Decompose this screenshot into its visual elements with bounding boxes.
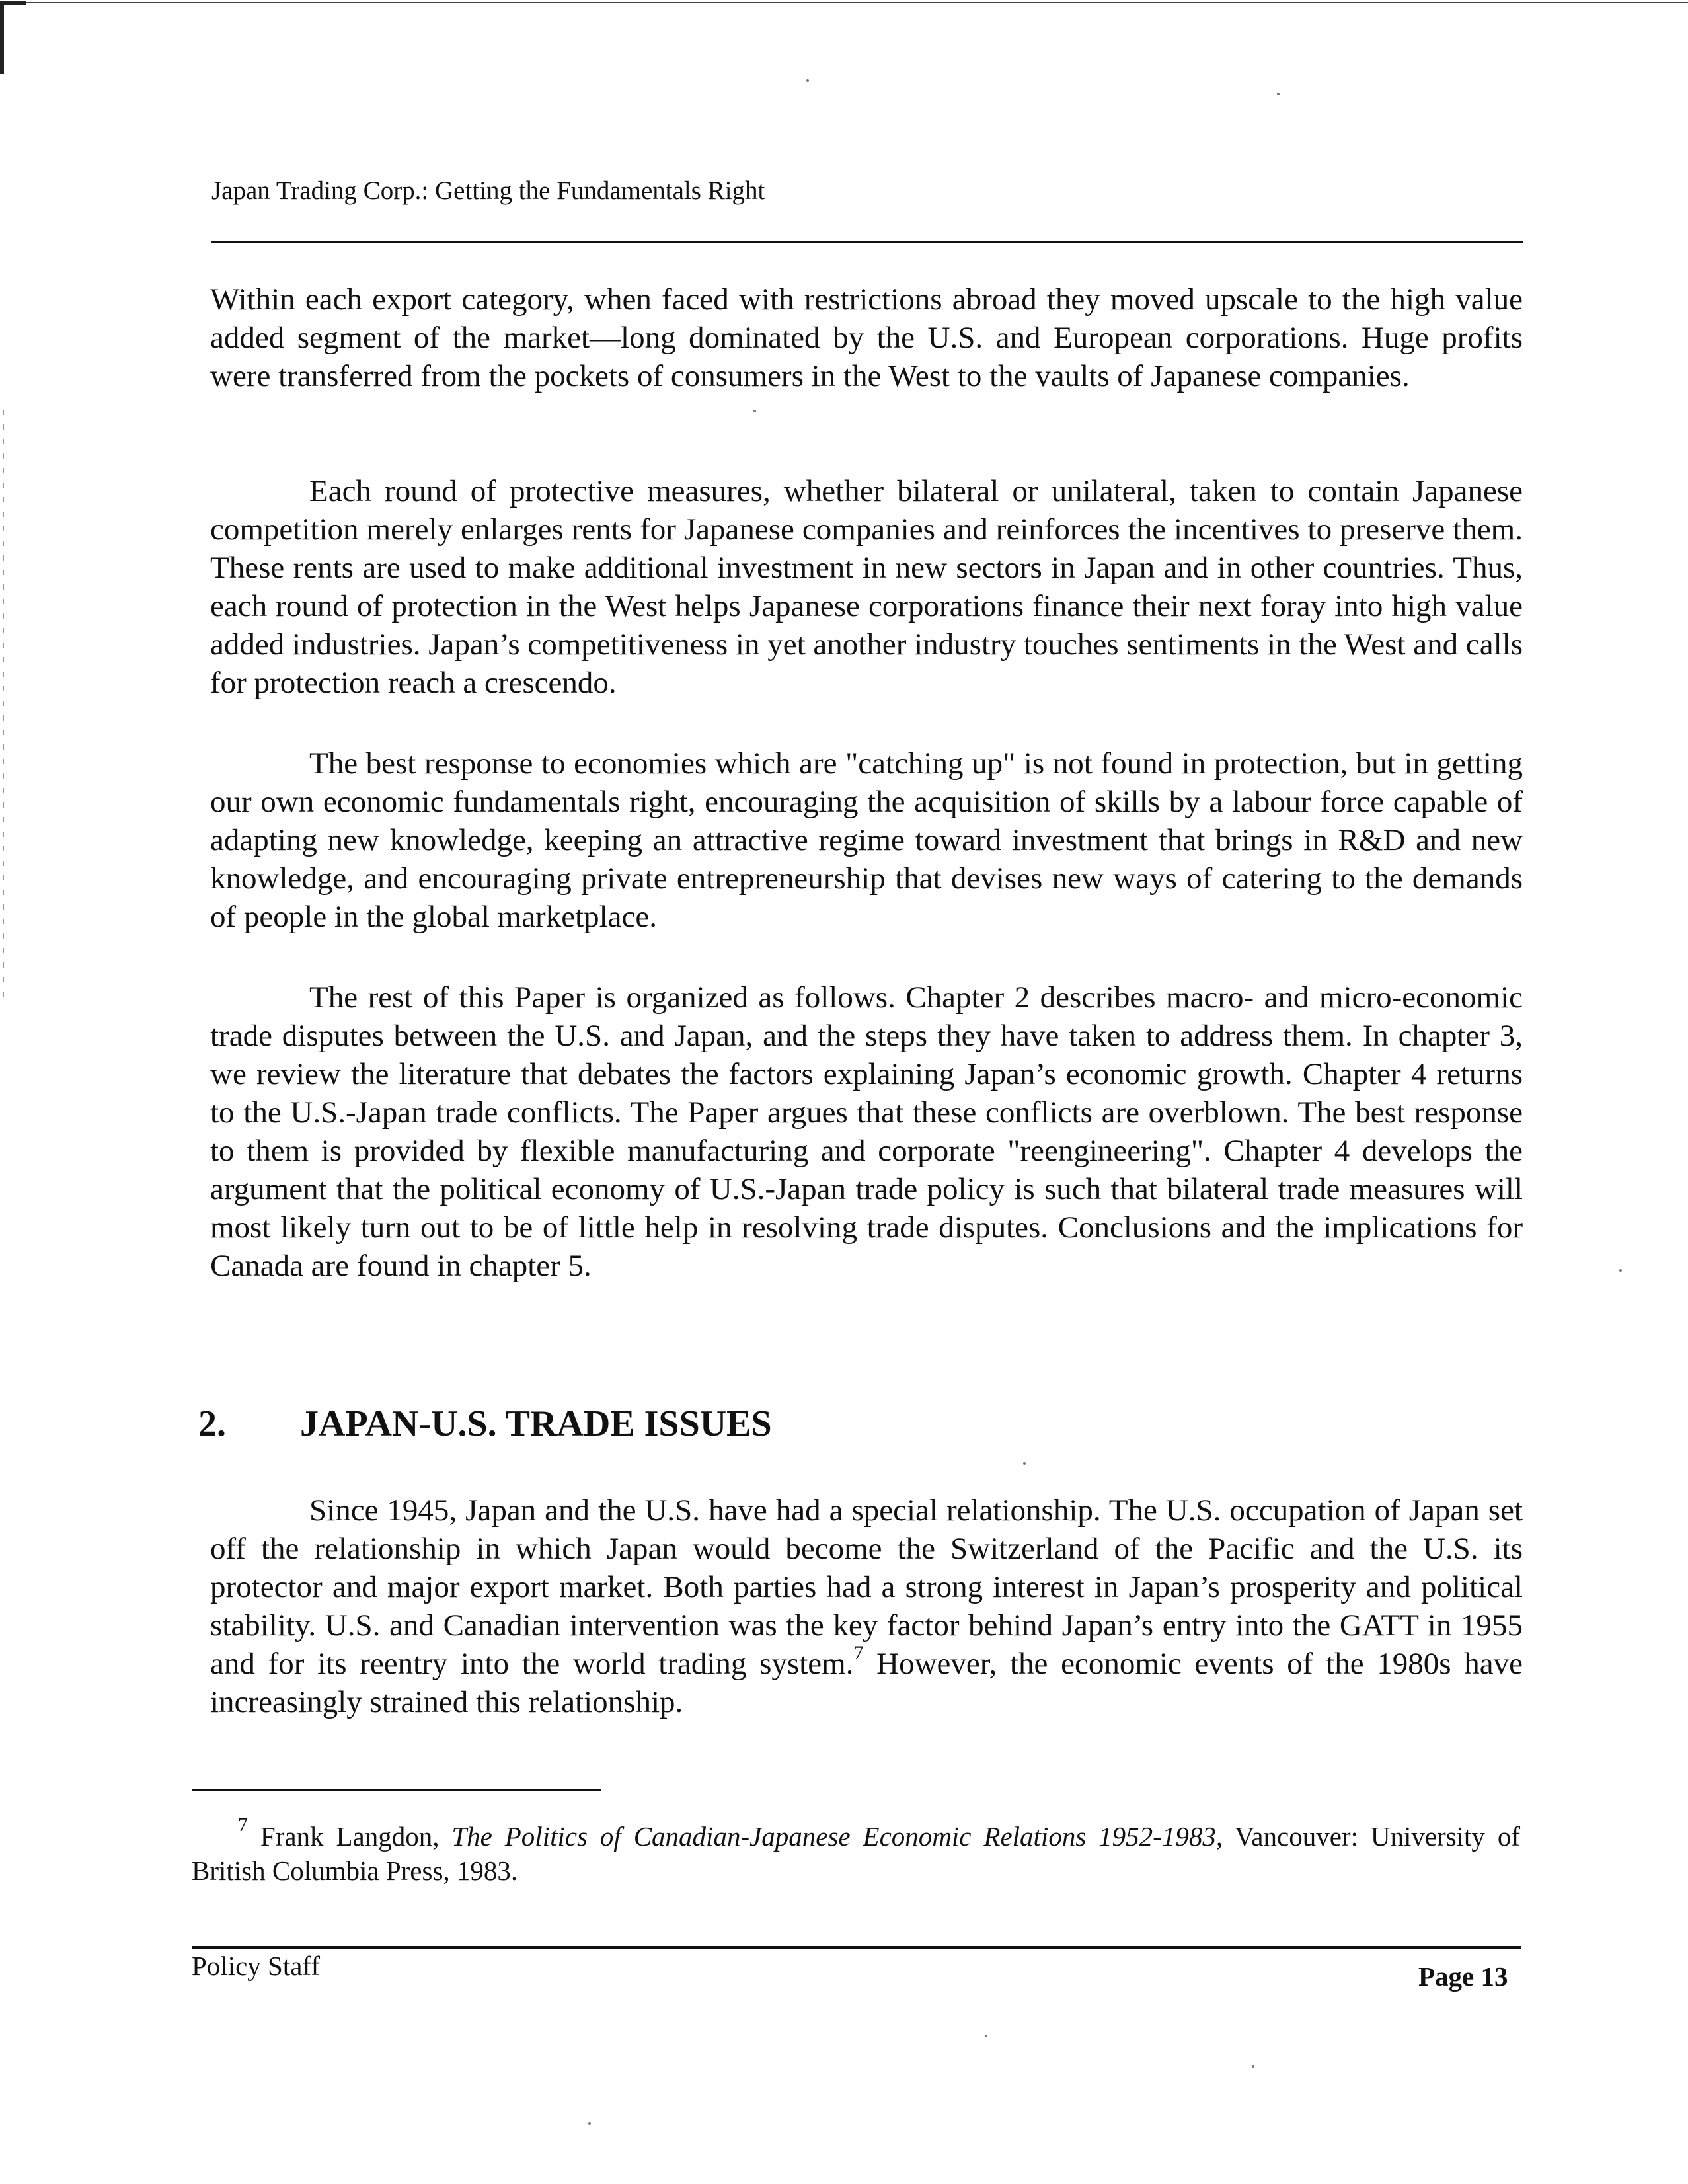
page-number: Page 13 bbox=[1418, 1961, 1508, 1992]
scan-artifact-left-edge bbox=[3, 410, 4, 1005]
body-paragraph-1: Within each export category, when faced with restrictions abroad they moved upscale to the high value added segment of the market—long dominated by the U.S. and European corporations. Huge profits were transferred from the pockets of consumers in the West to the vaults of Japanese companies. bbox=[210, 282, 1523, 393]
body-paragraph-4: The rest of this Paper is organized as follows. Chapter 2 describes macro- and micro-economic trade disputes between the U.S. and Japan, and the steps they have taken to address them. In chapter 3, we review the literature that debates the factors explaining Japan’s economic growth. Chapter 4 returns to the U.S.-Japan trade conflicts. The Paper argues that these conflicts are overblown. The best response to them is provided by flexible manufacturing and corporate "reengineering". Chapter 4 develops the argument that the political economy of U.S.-Japan trade policy is such that bilateral trade measures will most likely turn out to be of little help in resolving trade disputes. Conclusions and the implications for Canada are found in chapter 5. bbox=[210, 980, 1523, 1283]
footnote-reference: 7 bbox=[853, 1642, 864, 1664]
scan-speck bbox=[1619, 1269, 1622, 1272]
scan-artifact-top-edge bbox=[26, 2, 1688, 3]
footnote bbox=[192, 1814, 1520, 1888]
scan-speck bbox=[753, 410, 756, 412]
scan-speck bbox=[588, 2122, 591, 2125]
section-paragraph bbox=[210, 1491, 1523, 1721]
section-number: 2. bbox=[198, 1403, 226, 1444]
footnote-rule bbox=[192, 1789, 601, 1791]
body-paragraph-2: Each round of protective measures, whether bilateral or unilateral, taken to contain Japanese competition merely enlarges rents for Japanese companies and reinforces the incentives to preserve them. These rents are used to make additional investment in new sectors in Japan and in other countries. Thus, each round of protection in the West helps Japanese corporations finance their next foray into high value added industries. Japan’s competitiveness in yet another industry touches sentiments in the West and calls for protection reach a crescendo. bbox=[210, 474, 1523, 700]
scan-speck bbox=[1252, 2065, 1254, 2068]
scan-artifact-corner-vertical bbox=[0, 1, 4, 74]
section-paragraph-text: Since 1945, Japan and the U.S. have had a special relationship. The U.S. occupation of Japan set off the relationship in which Japan would become the Switzerland of the Pacific and the U.S. its protector and major export market. Both parties had a strong interest in Japan’s prosperity and political stability. U.S. and Canadian intervention was the key factor behind Japan’s entry into the GATT in 1955 and for its reentry into the world trading system. bbox=[210, 1493, 1523, 1681]
footer-rule bbox=[192, 1946, 1521, 1949]
footnote-author: Frank Langdon, bbox=[248, 1821, 452, 1852]
footer-left: Policy Staff bbox=[192, 1951, 320, 1981]
running-header: Japan Trading Corp.: Getting the Fundamentals Right bbox=[211, 176, 765, 205]
scan-speck bbox=[985, 2035, 987, 2037]
footnote-marker: 7 bbox=[238, 1814, 248, 1836]
scan-speck bbox=[1023, 1462, 1026, 1465]
scan-speck bbox=[806, 79, 809, 82]
section-heading bbox=[198, 1403, 772, 1445]
section-paragraph-text-after: However, the economic events of the 1980s have increasingly strained this relationship. bbox=[210, 1647, 1523, 1719]
header-rule bbox=[211, 241, 1523, 243]
footnote-title: The Politics of Canadian-Japanese Economic Relations 1952-1983 bbox=[451, 1821, 1216, 1852]
body-paragraph-3: The best response to economies which are "catching up" is not found in protection, but in getting our own economic fundamentals right, encouraging the acquisition of skills by a labour force capable of adapting new knowledge, keeping an attractive regime toward investment that brings in R&D and new knowledge, and encouraging private entrepreneurship that devises new ways of catering to the demands of people in the global marketplace. bbox=[210, 746, 1523, 934]
scan-speck bbox=[1277, 93, 1280, 95]
section-title: JAPAN-U.S. TRADE ISSUES bbox=[300, 1403, 772, 1444]
scan-artifact-corner bbox=[0, 1, 26, 5]
footnote-publication: , Vancouver: University of British Columbia Press, 1983. bbox=[192, 1821, 1520, 1886]
